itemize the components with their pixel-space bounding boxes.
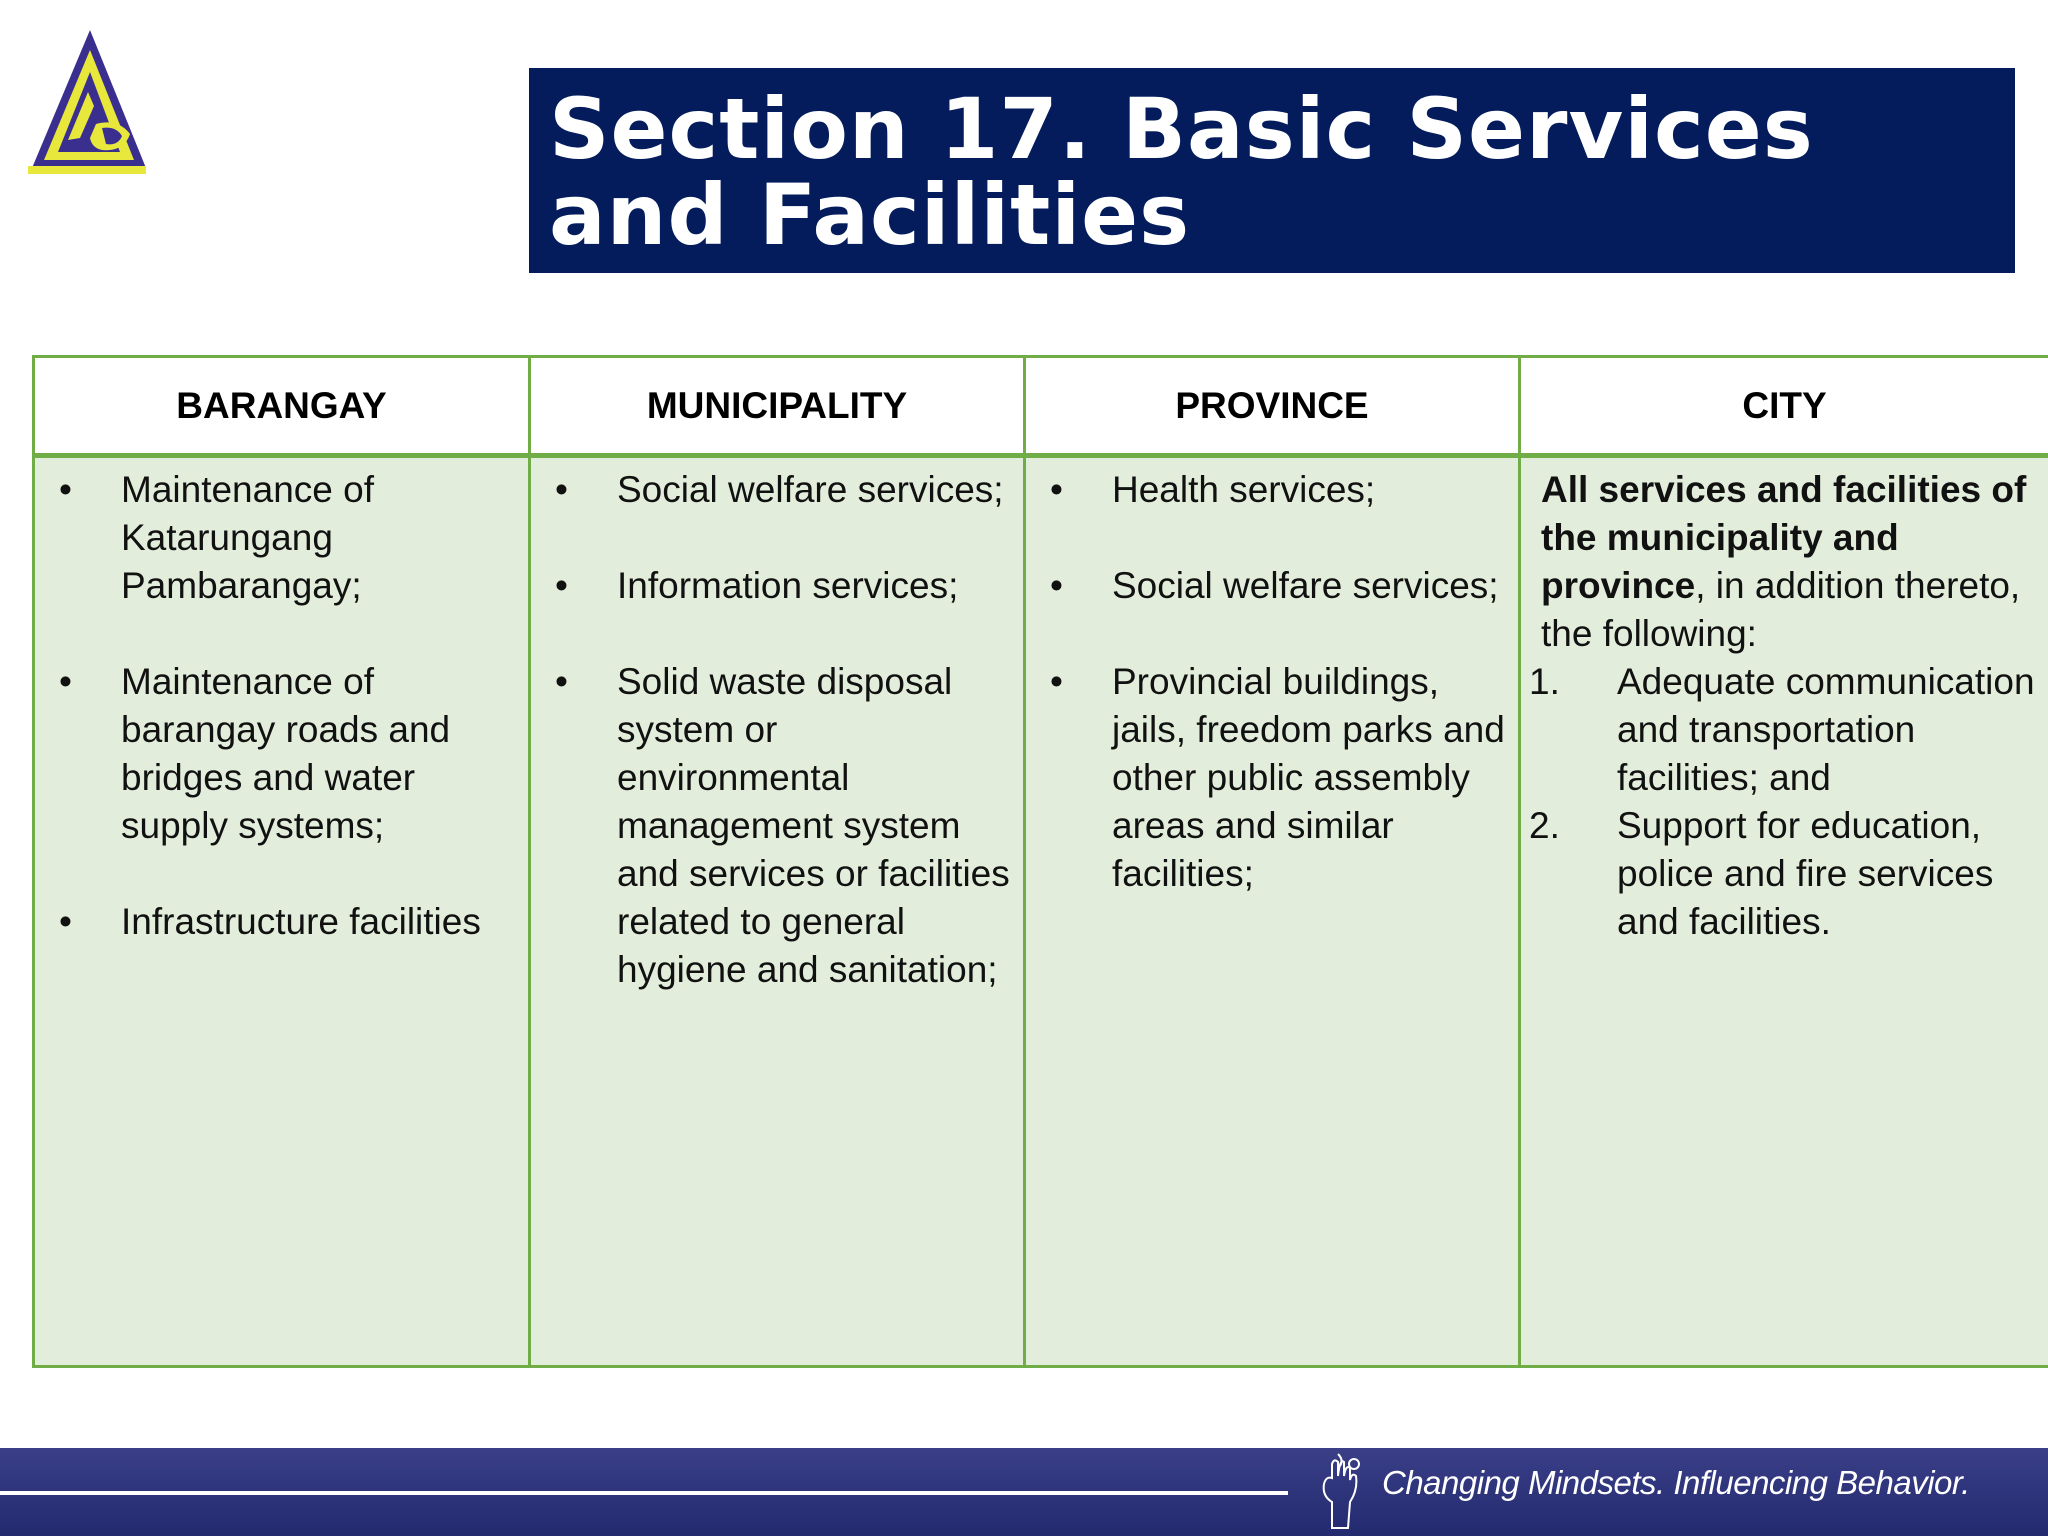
lga-logo-icon [28, 28, 150, 180]
numbered-item-text: Support for education, police and fire services and facilities. [1617, 805, 1994, 942]
list-item [1026, 562, 1508, 610]
list-item [531, 466, 1013, 514]
list-item-text: Infrastructure facilities [121, 901, 481, 942]
column-header-barangay: BARANGAY [34, 357, 530, 456]
content-row [34, 456, 2048, 1367]
city-intro-rest: , in addition thereto, the following: [1541, 565, 2021, 654]
numbered-item [1521, 658, 2038, 802]
item-number: 2. [1529, 805, 1560, 846]
bullet-icon: • [1050, 565, 1063, 606]
municipality-cell [530, 456, 1025, 1367]
list-item-text: Social welfare services; [1112, 565, 1499, 606]
city-intro [1521, 466, 2038, 658]
list-item [35, 658, 518, 850]
hand-flame-icon [1314, 1450, 1364, 1530]
item-number: 1. [1529, 661, 1560, 702]
list-item-text: Information services; [617, 565, 959, 606]
list-item [1026, 466, 1508, 514]
city-cell [1520, 456, 2048, 1367]
bullet-icon: • [59, 661, 72, 702]
city-intro-bold: All services and facilities of the municipality and province [1541, 469, 2027, 606]
list-item-text: Provincial buildings, jails, freedom parks and other public assembly areas and similar facilities; [1112, 661, 1505, 894]
bullet-icon: • [555, 565, 568, 606]
barangay-cell [34, 456, 530, 1367]
list-item [1026, 658, 1508, 898]
page-title-line1: Section 17. Basic Services [549, 80, 1814, 178]
list-item-text: Social welfare services; [617, 469, 1004, 510]
list-item-text: Health services; [1112, 469, 1376, 510]
list-item [531, 658, 1013, 994]
bullet-icon: • [1050, 469, 1063, 510]
list-item-text: Maintenance of barangay roads and bridges and water supply systems; [121, 661, 451, 846]
list-item [35, 466, 518, 610]
column-header-municipality: MUNICIPALITY [530, 357, 1025, 456]
bullet-icon: • [555, 661, 568, 702]
province-cell [1025, 456, 1520, 1367]
bullet-icon: • [59, 469, 72, 510]
column-header-province: PROVINCE [1025, 357, 1520, 456]
services-table [32, 355, 2048, 1368]
bullet-icon: • [555, 469, 568, 510]
list-item [531, 562, 1013, 610]
bullet-icon: • [1050, 661, 1063, 702]
footer-tagline: Changing Mindsets. Influencing Behavior. [1382, 1464, 1970, 1501]
numbered-item-text: Adequate communication and transportation facilities; and [1617, 661, 2035, 798]
footer-divider [0, 1491, 1288, 1495]
page-title-line2: and Facilities [549, 166, 1191, 264]
header-row [34, 357, 2048, 456]
list-item [35, 898, 518, 946]
column-header-city: CITY [1520, 357, 2048, 456]
numbered-item [1521, 802, 2038, 946]
title-banner [529, 68, 2015, 273]
bullet-icon: • [59, 901, 72, 942]
list-item-text: Solid waste disposal system or environmental management system and services or facilities related to general hygiene and sanitation; [617, 661, 1010, 990]
list-item-text: Maintenance of Katarungang Pambarangay; [121, 469, 375, 606]
footer-bar [0, 1448, 2048, 1536]
